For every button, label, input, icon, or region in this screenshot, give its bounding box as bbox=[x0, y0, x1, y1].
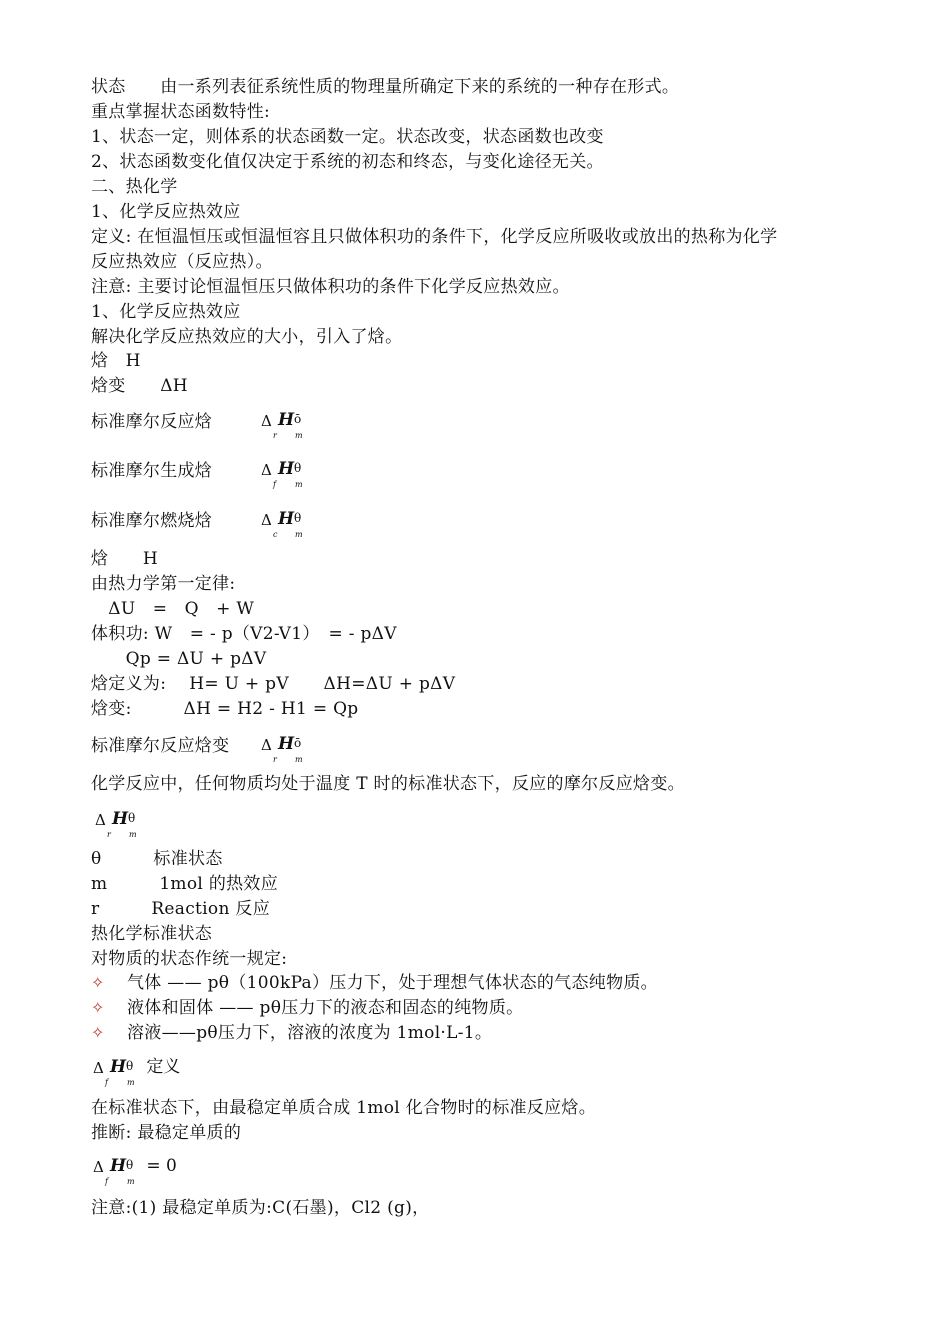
subsection-heading: 1、化学反应热效应 bbox=[91, 202, 241, 222]
list-item: 溶液——pθ压力下，溶液的浓度为 1mol·L-1。 bbox=[127, 1023, 493, 1043]
text-line: θ 标准状态 bbox=[91, 849, 223, 869]
text-line: 热化学标准状态 bbox=[91, 924, 213, 944]
text-line: 焓 H bbox=[91, 549, 159, 569]
section-heading: 二、热化学 bbox=[91, 177, 178, 197]
text-line: r Reaction 反应 bbox=[91, 899, 270, 919]
text-line: 由热力学第一定律: bbox=[91, 574, 236, 594]
text-line: 化学反应中，任何物质均处于温度 T 时的标准状态下，反应的摩尔反应焓变。 bbox=[91, 774, 685, 794]
text-line: 推断: 最稳定单质的 bbox=[91, 1123, 242, 1143]
term-label: 标准摩尔反应焓 bbox=[91, 412, 213, 432]
diamond-bullet-icon: ✧ bbox=[91, 998, 105, 1017]
list-item: 气体 —— pθ（100kPa）压力下，处于理想气体状态的气态纯物质。 bbox=[127, 973, 658, 993]
document-page: 状态 由一系列表征系统性质的物理量所确定下来的系统的一种存在形式。 重点掌握状态函数特性: 1、状态一定，则体系的状态函数一定。状态改变，状态函数也改变 2、状态函数变化值仅决定于系统的初态和终态，与变化途径无关。 二、热化学 1、化学反应热效应 定义: 在恒温恒压或恒温恒容且只做体积功的条件下，化学反应所吸收或放出的热称为化学 反应热效应（反应热）。 注意: 主要讨论恒温恒压只做体积功的条件下化学反应热效应。 1、化学反应热效应 解决化学反应热效应的大小，引入了焓。 焓 H 焓变 ΔH 标准摩尔反应焓 Δ H ō r m 标准摩尔生成焓 Δ H θ f m 标准摩尔燃烧焓 Δ H θ c m 焓 H 由热力学第一定律: ΔU = Q + W 体积功: W = - p（V2-V1） = - pΔV Qp = ΔU + pΔV 焓定义为: H= U + pV ΔH=ΔU + pΔV 焓变: ΔH = H2 - H1 = Qp 标准摩尔反应焓变 Δ H ō r m 化学反应中，任何物质均处于温度 T 时的标准状态下，反应的摩尔反应焓变。 Δ H θ r m θ 标准状态 m 1mol 的热效应 r Reaction 反应 热化学标准状态 对物质的状态作统一规定: ✧ 气体 —— pθ（100kPa）压力下，处于理想气体状态的气态纯物质。 ✧ 液体和固体 —— pθ压力下的液态和固态的纯物质。 ✧ 溶液——pθ压力下，溶液的浓度为 1mol·L-1。 Δ H θ f m 定义 在标准状态下，由最稳定单质合成 1mol 化合物时的标准反应焓。 推断: 最稳定单质的 Δ H θ f m = 0 注意:(1) 最稳定单质为:C(石墨)，Cl2 (g)， bbox=[91, 77, 778, 1218]
text-line: 反应热效应（反应热）。 bbox=[91, 252, 273, 272]
text-line: 1、状态一定，则体系的状态函数一定。状态改变，状态函数也改变 bbox=[91, 127, 604, 147]
text-line: 状态 由一系列表征系统性质的物理量所确定下来的系统的一种存在形式。 bbox=[91, 77, 680, 97]
text-line: 对物质的状态作统一规定: bbox=[91, 949, 288, 969]
term-label: 标准摩尔燃烧焓 bbox=[91, 511, 213, 531]
text-line: 注意:(1) 最稳定单质为:C(石墨)，Cl2 (g)， bbox=[91, 1198, 430, 1218]
text-line: 焓 H bbox=[91, 351, 141, 371]
term-label: 标准摩尔反应焓变 bbox=[91, 736, 230, 756]
text-line: 注意: 主要讨论恒温恒压只做体积功的条件下化学反应热效应。 bbox=[91, 277, 570, 297]
list-item: 液体和固体 —— pθ压力下的液态和固态的纯物质。 bbox=[127, 998, 524, 1018]
text-line: 重点掌握状态函数特性: bbox=[91, 102, 271, 122]
text-line: 2、状态函数变化值仅决定于系统的初态和终态，与变化途径无关。 bbox=[91, 152, 604, 172]
diamond-bullet-icon: ✧ bbox=[91, 973, 105, 992]
text-line: 解决化学反应热效应的大小，引入了焓。 bbox=[91, 327, 403, 347]
text-line: m 1mol 的热效应 bbox=[91, 874, 279, 894]
subsection-heading: 1、化学反应热效应 bbox=[91, 302, 241, 322]
text-line: 定义: 在恒温恒压或恒温恒容且只做体积功的条件下，化学反应所吸收或放出的热称为化学 bbox=[91, 227, 778, 247]
text-line: 在标准状态下，由最稳定单质合成 1mol 化合物时的标准反应焓。 bbox=[91, 1098, 597, 1118]
text-line: 焓变 ΔH bbox=[91, 376, 188, 396]
diamond-bullet-icon: ✧ bbox=[91, 1023, 105, 1042]
equation-line: 焓变: ΔH = H2 - H1 = Qp bbox=[91, 699, 359, 719]
term-label: 标准摩尔生成焓 bbox=[91, 461, 213, 481]
equation-line: 体积功: W = - p（V2-V1） = - pΔV bbox=[91, 624, 397, 644]
equation-line: ΔU = Q + W bbox=[91, 599, 255, 619]
equation-line: Qp = ΔU + pΔV bbox=[91, 649, 267, 669]
equation-line: 焓定义为: H= U + pV ΔH=ΔU + pΔV bbox=[91, 674, 456, 694]
